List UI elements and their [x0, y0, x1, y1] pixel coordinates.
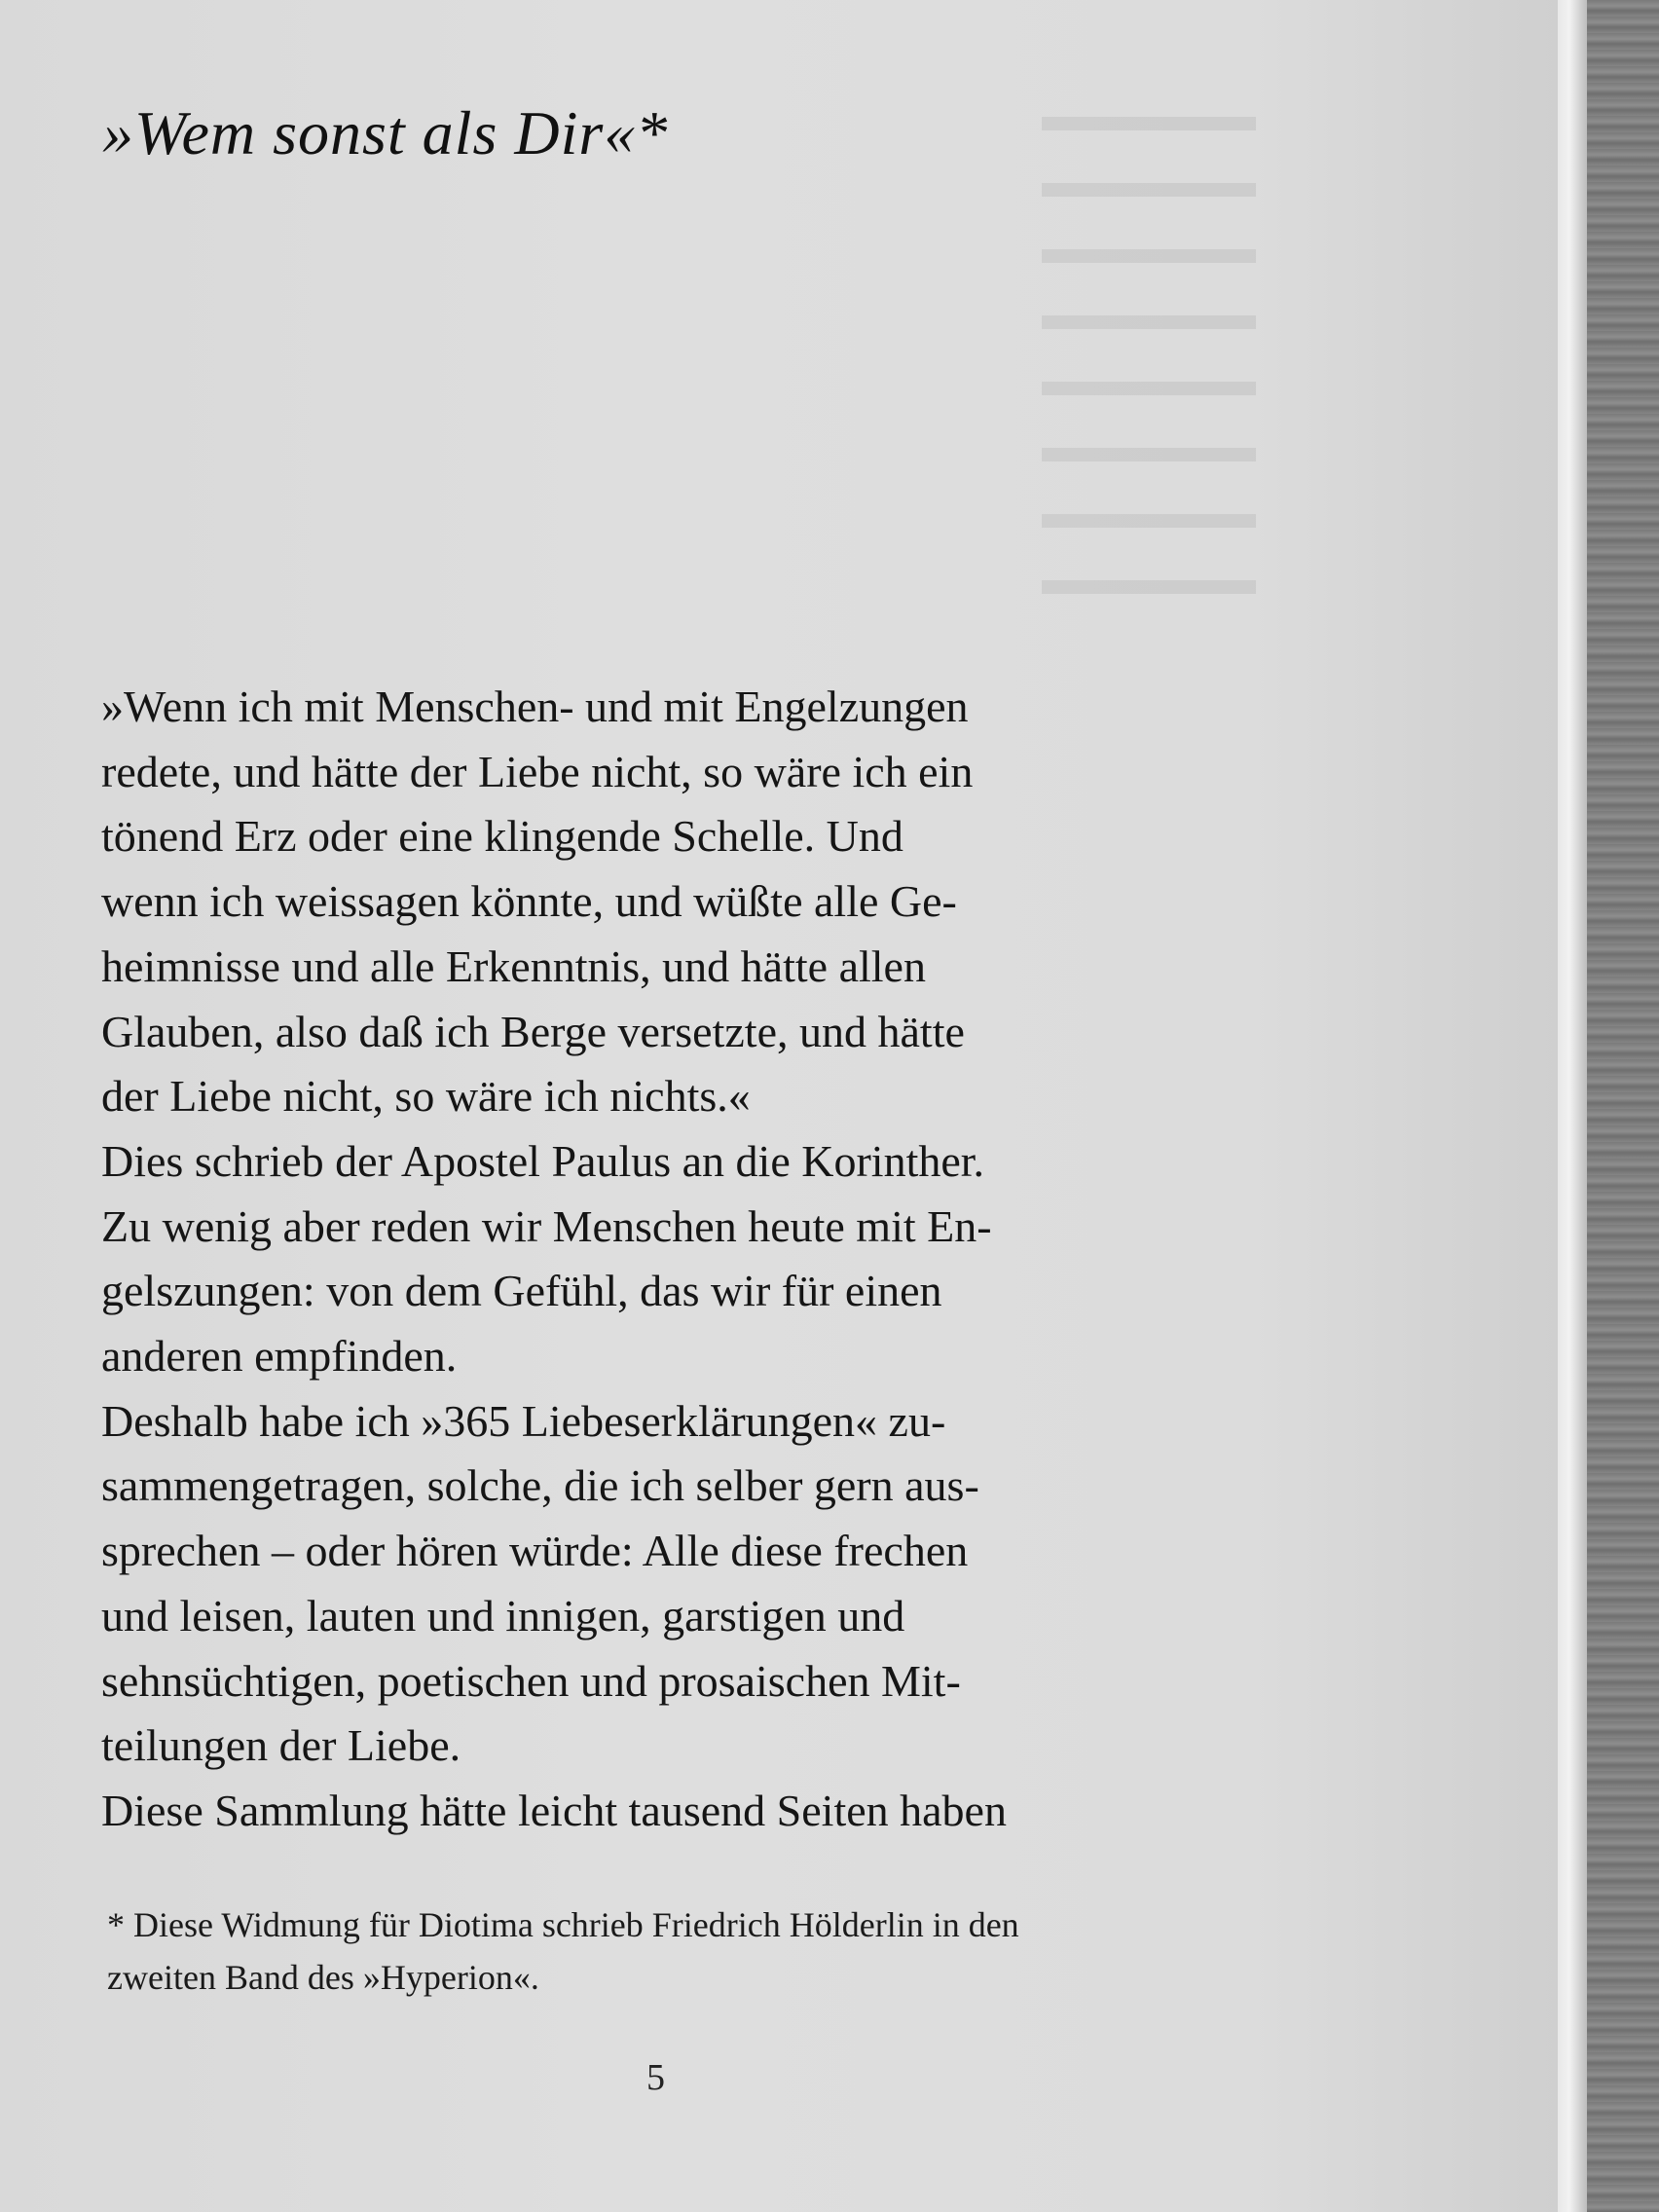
- body-text: »Wenn ich mit Menschen- und mit Engelzungen redete, und hätte der Liebe nicht, so wäre ich ein tönend Erz oder eine klingende Schelle. Und wenn ich weissagen könnte, und wüßte alle Ge- heimnisse und alle Erkenntnis, und hätte allen Glauben, also daß ich Berge versetzte, und hätte der Liebe nicht, so wäre ich nichts.« Dies schrieb der Apostel Paulus an die Korinther. Zu wenig aber reden wir Menschen heute mit En- gelszungen: von dem Gefühl, das wir für einen anderen empfinden. Deshalb habe ich »365 Liebeserklärungen« zu- sammengetragen, solche, die ich selber gern aus- sprechen – oder hören würde: Alle diese frechen und leisen, lauten und innigen, garstigen und sehnsüchtigen, poetischen und prosaischen Mit- teilungen der Liebe. Diese Sammlung hätte leicht tausend Seiten haben: [101, 682, 1007, 1835]
- footnote: * Diese Widmung für Diotima schrieb Friedrich Hölderlin in den zweiten Band des »Hyperion«.: [107, 1905, 1019, 1997]
- page-number: 5: [646, 2057, 665, 2098]
- book-spine: [1587, 0, 1659, 2212]
- page-title: »Wem sonst als Dir«*: [102, 98, 669, 167]
- page-edge: [1558, 0, 1587, 2212]
- bleed-through-shadow: [1042, 117, 1256, 604]
